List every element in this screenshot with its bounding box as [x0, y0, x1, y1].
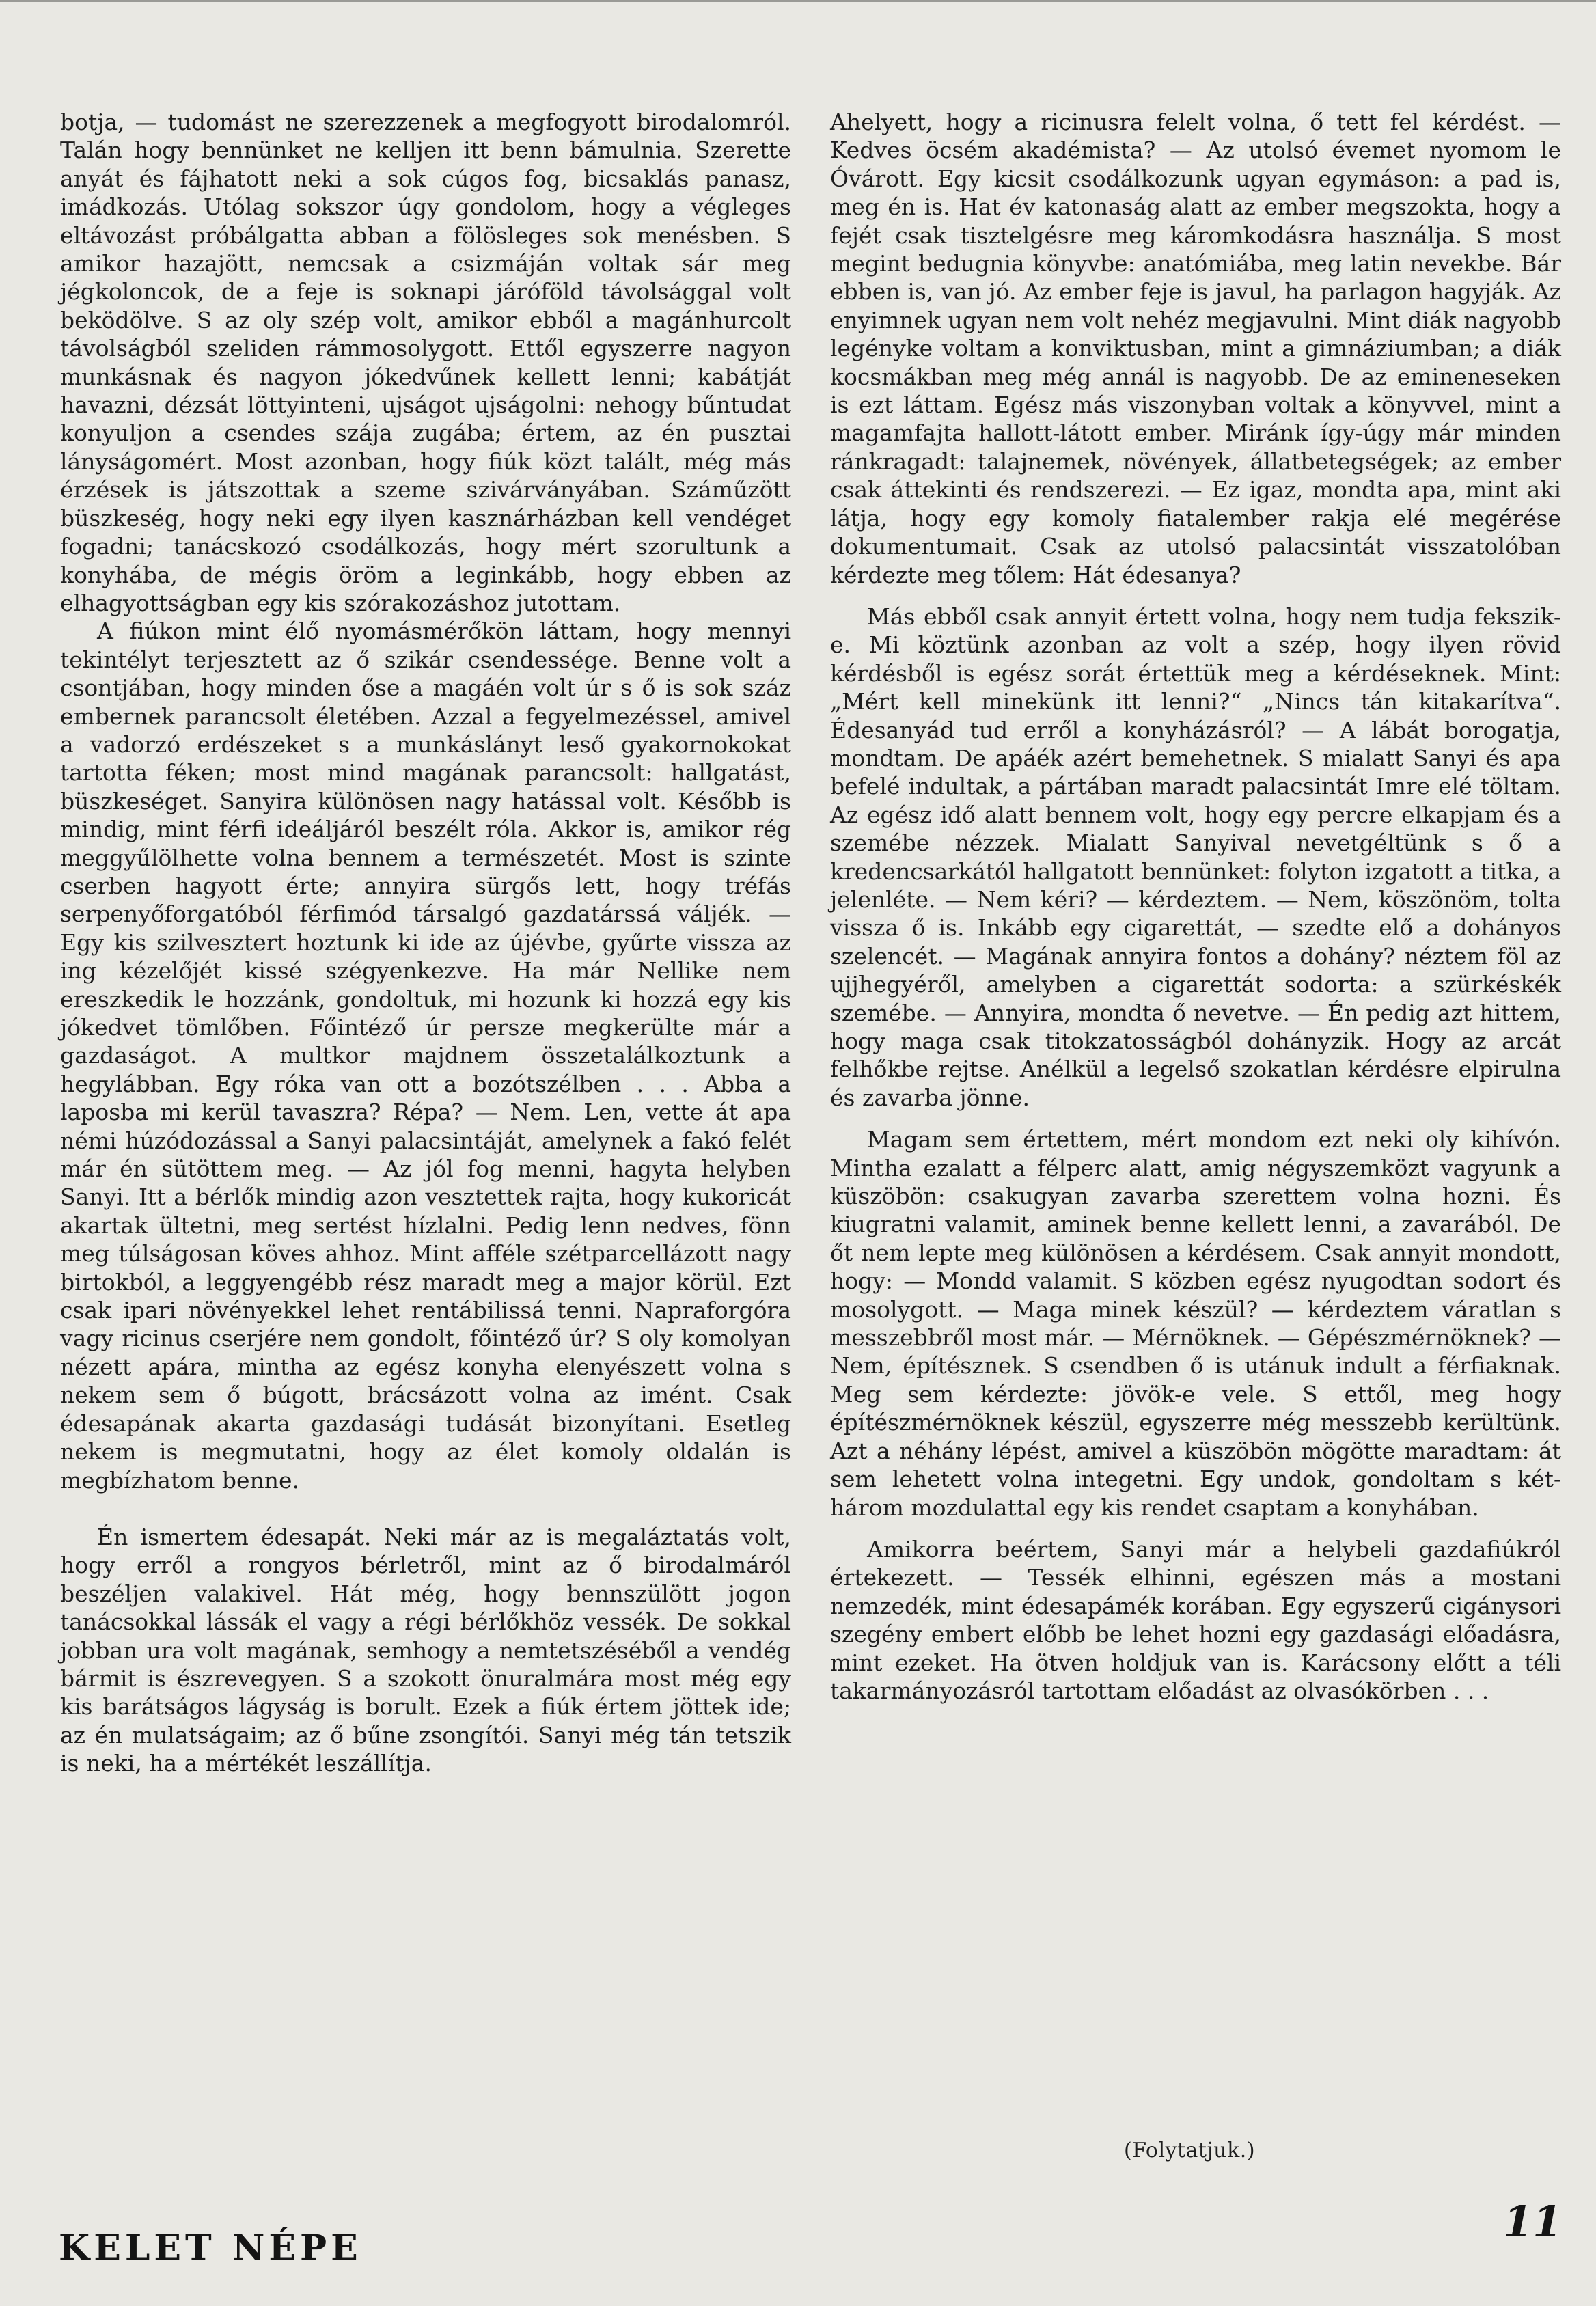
paragraph: botja, — tudomást ne szerezzenek a megfogyott birodalomról. Talán hogy bennünket ne kelljen itt benn bámulnia. Szerette anyát és fájhatott neki a sok cúgos fog, bicsaklás panasz, imádkozás. Utólag sokszor úgy gondolom, hogy a végleges eltávozást próbálgatta abban a fölösleges sok menésben. S amikor hazajött, nemcsak a csizmáján voltak sár meg jégkoloncok, de a feje is soknapi járóföld távolsággal volt beködölve. S az oly szép volt, amikor ebből a magánhurcolt távolságból szeliden rámmosolygott. Ettől egyszerre nagyon munkásnak és nagyon jókedvűnek kellett lenni; kabátját havazni, dézsát löttyinteni, ujságot ujságolni: nehogy bűntudat konyuljon a csendes szája zugába; értem, az én pusztai lányságomért. Most azonban, hogy fiúk közt talált, még más érzések is játszottak a szeme szivárványában. Száműzött büszkeség, hogy neki egy ilyen kasznárházban kell vendéget fogadni; tanácskozó csodálkozás, hogy mért szorultunk a konyhába, de mégis öröm a leginkább, hogy ebben az elhagyottságban egy kis szórakozáshoz jutottam. — [60, 109, 791, 616]
paragraph: Más ebből csak annyit értett volna, hogy nem tudja fekszik-e. Mi köztünk azonban az volt a szép, hogy ilyen rövid kérdésből is egész sorát értettük meg a kérdéseknek. Mint: „Mért kell minekünk itt lenni?“ „Nincs tán kitakarítva“. Édesanyád tud erről a konyházásról? — A lábát borogatja, mondtam. De apáék azért bemehetnek. S mialatt Sanyi és apa befelé indultak, a pártában maradt palacsintát Imre elé töltam. Az egész idő alatt bennem volt, hogy egy percre elkapjam és a szemébe nézzek. Mialatt Sanyival nevetgéltünk s ő a kredencsarkától hallgatott bennünket: folyton izgatott a titka, a jelenléte. — Nem kéri? — kérdeztem. — Nem, köszönöm, tolta vissza ő is. Inkább egy cigarettát, — szedte elő a dohányos szelencét. — Magának annyira fontos a dohány? néztem föl az ujjhegyéről, amelyben a cigarettát sodorta: a szürkéskék szemébe. — Annyira, mondta ő nevetve. — Én pedig azt hittem, hogy maga csak titokzatosságból dohányzik. Hogy az arcát felhőkbe rejtse. Anélkül a legelső szokatlan kérdésre elpirulna és zavarba jönne. — [830, 603, 1561, 1111]
top-border-rule — [0, 0, 1596, 2]
paragraph: Magam sem értettem, mért mondom ezt neki oly kihívón. Mintha ezalatt a félperc alatt, amig négyszemközt vagyunk a küszöbön: csakugyan zavarba szerettem volna hozni. És kiugratni valamit, aminek benne kellett lenni, a zavarából. De őt nem lepte meg különösen a kérdésem. Csak annyit mondott, hogy: — Mondd valamit. S közben egész nyugodtan sodort és mosolygott. — Maga minek készül? — kérdeztem váratlan s messzebbről most már. — Mérnöknek. — Gépészmérnöknek? — Nem, építésznek. S csendben ő is utánuk indult a férfiaknak. Meg sem kérdezte: jövök-e vele. S ettől, meg hogy építészmérnöknek készül, egyszerre még messzebb kerültünk. Azt a néhány lépést, amivel a küszöbön mögötte maradtam: át sem lehetett volna integetni. Egy undok, gondoltam s két-három mozdulattal egy kis rendet csaptam a konyhában. — [830, 1126, 1561, 1521]
left-column — [60, 108, 791, 1778]
continued-label: (Folytatjuk.) — [1124, 2139, 1256, 2163]
paragraph: Ahelyett, hogy a ricinusra felelt volna, ő tett fel kérdést. — Kedves öcsém akadémista? — Az utolsó évemet nyomom le Óvárott. Egy kicsit csodálkozunk ugyan egymáson: a pad is, meg én is. Hat év katonaság alatt az ember megszokta, hogy a fejét csak tisztelgésre meg káromkodásra használja. S most megint bedugnia könyvbe: anatómiába, meg latin nevekbe. Bár ebben is, van jó. Az ember feje is javul, ha parlagon hagyják. Az enyimnek ugyan nem volt nehéz megjavulni. Mint diák nagyobb legényke voltam a konviktusban, mint a gimnáziumban; a diák kocsmákban meg még annál is nagyobb. De az emineneseken is ezt láttam. Egész más viszonyban voltak a könyvvel, mint a magamfajta hallott-látott ember. Miránk így-úgy már minden ránkragadt: talajnemek, növények, állatbetegségek; az ember csak áttekinti és rendszerezi. — Ez igaz, mondta apa, mint aki látja, hogy egy komoly fiatalember rakja elé megérése dokumentumait. Csak az utolsó palacsintát visszatolóban kérdezte meg tőlem: Hát édesanya? — [830, 109, 1561, 588]
paragraph: Amikorra beértem, Sanyi már a helybeli gazdafiúkról értekezett. — Tessék elhinni, egészen más a mostani nemzedék, mint édesapámék korában. Egy egyszerű cigánysori szegény embert előbb be lehet hozni egy gazdasági előadásra, mint ezeket. Ha ötven holdjuk van is. Karácsony előtt a téli takarmányozásról tartottam előadást az olvasókörben . . . — [830, 1535, 1561, 1704]
right-column — [830, 108, 1561, 1705]
paragraph: Én ismertem édesapát. Neki már az is megaláztatás volt, hogy erről a rongyos bérletről, mint az ő birodalmáról beszéljen valakivel. Hát még, hogy bennszülött jogon tanácsokkal lássák el vagy a régi bérlőkhöz vessék. De sokkal jobban ura volt magának, semhogy a nemtetszéséből a vendég bármit is észrevegyen. S a szokott önuralmára most még egy kis barátságos lágyság is borult. Ezek a fiúk értem jöttek ide; az én mulatságaim; az ő bűne zsongítói. Sanyi még tán tetszik is neki, ha a mértékét leszállítja. — [60, 1523, 791, 1777]
page-number: 11 — [1503, 2197, 1563, 2247]
paragraph: A fiúkon mint élő nyomásmérőkön láttam, hogy mennyi tekintélyt terjesztett az ő szikár csendessége. Benne volt a csontjában, hogy minden őse a magáén volt úr s ő is sok száz embernek parancsolt életében. Azzal a fegyelmezéssel, amivel a vadorzó erdészeket s a munkáslányt leső gyakornokokat tartotta féken; most mind magának parancsolt: hallgatást, büszkeséget. Sanyira különösen nagy hatással volt. Később is mindig, mint férfi ideáljáról beszélt róla. Akkor is, amikor rég meggyűlölhette volna bennem a természetét. Most is szinte cserben hagyott érte; annyira sürgős lett, hogy tréfás serpenyőforgatóból férfimód társalgó gazdatárssá váljék. — Egy kis szilvesztert hoztunk ki ide az újévbe, gyűrte vissza az ing kézelőjét kissé szégyenkezve. Ha már Nellike nem ereszkedik le hozzánk, gondoltuk, mi hozunk ki hozzá egy kis jókedvet tömlőben. Főintéző úr persze megkerülte már a gazdaságot. A multkor majdnem összetalálkoztunk a hegylábban. Egy róka van ott a bozótszélben . . . Abba a laposba mi kerül tavaszra? Répa? — Nem. Len, vette át apa némi húzódozással a Sanyi palacsintáját, amelynek a fakó felét már én sütöttem meg. — Az jól fog menni, hagyta helyben Sanyi. Itt a bérlők mindig azon vesztettek rajta, hogy kukoricát akartak ültetni, meg sertést hízlalni. Pedig lenn nedves, fönn meg túlságosan köves ahhoz. Mint afféle szétparcellázott nagy birtokból, a leggyengébb rész maradt meg a major körül. Ezt csak ipari növényekkel lehet rentábilissá tenni. Napraforgóra vagy ricinus cserjére nem gondolt, főintéző úr? S oly komolyan nézett apára, mintha az egész konyha elenyészett volna s nekem sem ő búgott, brácsázott volna az imént. Csak édesapának akarta gazdasági tudását bizonyítani. Esetleg nekem is megmutatni, hogy az élet komoly oldalán is megbízhatom benne. — [60, 618, 791, 1494]
magazine-title: KELET NÉPE — [59, 2227, 362, 2269]
